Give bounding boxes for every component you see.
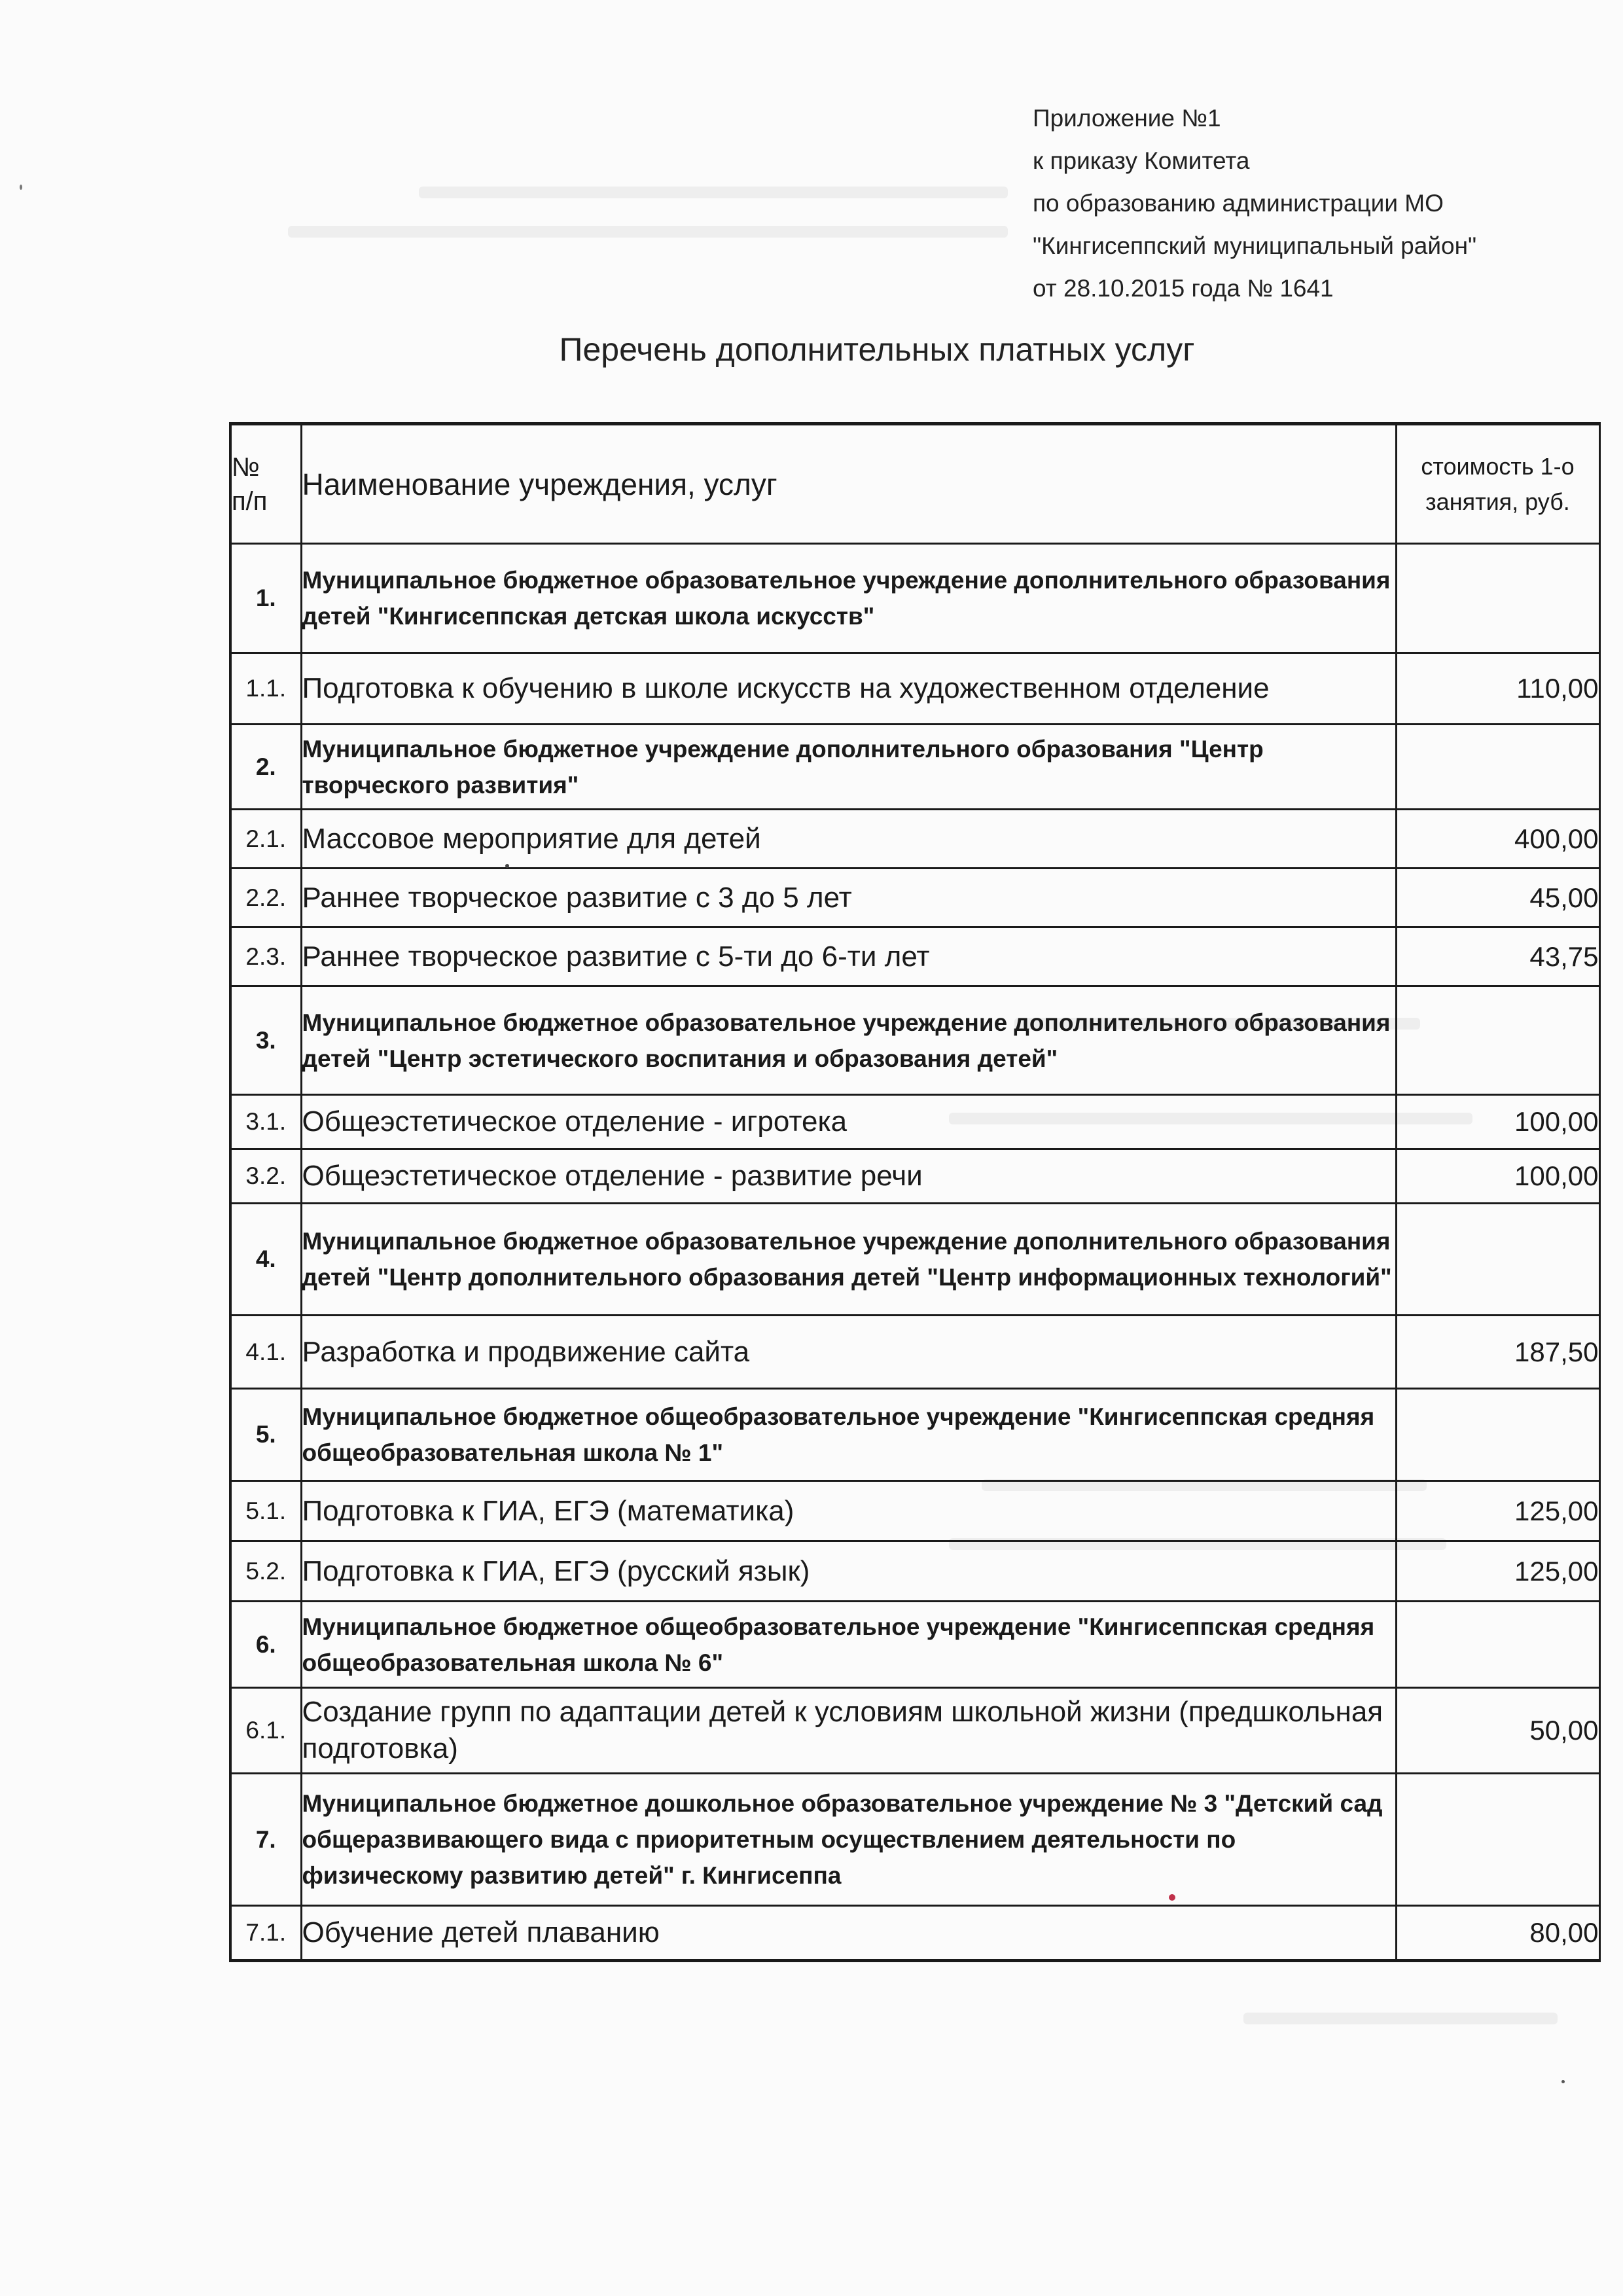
- service-name: Раннее творческое развитие с 3 до 5 лет: [301, 869, 1396, 927]
- service-row: [230, 1906, 1599, 1961]
- service-row: [230, 1316, 1599, 1389]
- scan-speck: [505, 864, 509, 868]
- row-price: 100,00: [1396, 1095, 1599, 1149]
- row-price: [1396, 986, 1599, 1095]
- row-number: 1.1.: [230, 653, 301, 725]
- institution-name: Муниципальное бюджетное образовательное учреждение дополнительного образования детей "Центр эстетического воспитания и образования детей": [301, 986, 1396, 1095]
- row-number: 2.2.: [230, 869, 301, 927]
- scan-speck: [20, 185, 22, 190]
- row-number: 2.1.: [230, 810, 301, 869]
- column-header-name: Наименование учреждения, услуг: [301, 424, 1396, 544]
- order-date: от 28.10.2015 года № 1641: [1033, 275, 1334, 302]
- institution-row: [230, 1389, 1599, 1481]
- price-header-line: стоимость 1-о: [1421, 452, 1575, 480]
- bleed-through-mark: [419, 187, 1008, 198]
- appendix-header: [1033, 97, 1569, 310]
- row-number: 4.1.: [230, 1316, 301, 1389]
- row-number: 6.: [230, 1602, 301, 1688]
- row-price: 400,00: [1396, 810, 1599, 869]
- service-name: Общеэстетическое отделение - игротека: [301, 1095, 1396, 1149]
- number-abbrev: п/п: [232, 486, 268, 516]
- red-ink-speck: [1169, 1894, 1175, 1901]
- scan-speck: [1561, 2080, 1565, 2083]
- row-number: 6.1.: [230, 1688, 301, 1774]
- row-price: 125,00: [1396, 1541, 1599, 1602]
- committee-name: по образованию администрации МО: [1033, 190, 1444, 217]
- order-reference: к приказу Комитета: [1033, 147, 1250, 174]
- row-number: 3.: [230, 986, 301, 1095]
- document-title: Перечень дополнительных платных услуг: [559, 331, 1195, 368]
- appendix-number: Приложение №1: [1033, 105, 1221, 132]
- row-number: 7.: [230, 1774, 301, 1906]
- row-number: 5.: [230, 1389, 301, 1481]
- service-row: [230, 810, 1599, 869]
- service-row: [230, 653, 1599, 725]
- institution-row: [230, 1204, 1599, 1316]
- institution-name: Муниципальное бюджетное общеобразовательное учреждение "Кингисеппская средняя общеобразовательная школа № 6": [301, 1602, 1396, 1688]
- price-header-line: занятия, руб.: [1425, 488, 1570, 515]
- row-price: 80,00: [1396, 1906, 1599, 1961]
- institution-row: [230, 725, 1599, 810]
- row-number: 5.1.: [230, 1481, 301, 1541]
- service-name: Создание групп по адаптации детей к условиям школьной жизни (предшкольная подготовка): [301, 1688, 1396, 1774]
- bleed-through-mark: [288, 226, 1008, 238]
- row-price: [1396, 1389, 1599, 1481]
- institution-name: Муниципальное бюджетное общеобразовательное учреждение "Кингисеппская средняя общеобразовательная школа № 1": [301, 1389, 1396, 1481]
- row-price: 125,00: [1396, 1481, 1599, 1541]
- row-price: [1396, 544, 1599, 653]
- institution-row: [230, 1602, 1599, 1688]
- row-price: 43,75: [1396, 927, 1599, 986]
- row-number: 3.1.: [230, 1095, 301, 1149]
- service-row: [230, 1481, 1599, 1541]
- service-name: Обучение детей плаванию: [301, 1906, 1396, 1961]
- row-number: 3.2.: [230, 1149, 301, 1204]
- row-price: 100,00: [1396, 1149, 1599, 1204]
- row-price: [1396, 725, 1599, 810]
- row-number: 7.1.: [230, 1906, 301, 1961]
- service-name: Подготовка к обучению в школе искусств на художественном отделение: [301, 653, 1396, 725]
- service-row: [230, 1541, 1599, 1602]
- service-row: [230, 1095, 1599, 1149]
- service-row: [230, 1688, 1599, 1774]
- bleed-through-mark: [1243, 2013, 1558, 2024]
- service-name: Подготовка к ГИА, ЕГЭ (математика): [301, 1481, 1396, 1541]
- institution-row: [230, 544, 1599, 653]
- row-price: 45,00: [1396, 869, 1599, 927]
- service-row: [230, 927, 1599, 986]
- service-name: Массовое мероприятие для детей: [301, 810, 1396, 869]
- institution-row: [230, 1774, 1599, 1906]
- service-row: [230, 869, 1599, 927]
- institution-name: Муниципальное бюджетное дошкольное образовательное учреждение № 3 "Детский сад общеразвивающего вида с приоритетным осуществлением деятельности по физическому развитию детей" г. Кингисеппа: [301, 1774, 1396, 1906]
- row-price: [1396, 1602, 1599, 1688]
- service-name: Раннее творческое развитие с 5-ти до 6-ти лет: [301, 927, 1396, 986]
- row-price: [1396, 1774, 1599, 1906]
- institution-name: Муниципальное бюджетное учреждение дополнительного образования "Центр творческого развития": [301, 725, 1396, 810]
- services-table: [229, 422, 1601, 1962]
- row-number: 4.: [230, 1204, 301, 1316]
- district-name: "Кингисеппский муниципальный район": [1033, 232, 1477, 259]
- institution-name: Муниципальное бюджетное образовательное учреждение дополнительного образования детей "Центр дополнительного образования детей "Центр информационных технологий": [301, 1204, 1396, 1316]
- institution-name: Муниципальное бюджетное образовательное учреждение дополнительного образования детей "Кингисеппская детская школа искусств": [301, 544, 1396, 653]
- service-name: Разработка и продвижение сайта: [301, 1316, 1396, 1389]
- column-header-number: [230, 424, 301, 544]
- institution-row: [230, 986, 1599, 1095]
- row-price: [1396, 1204, 1599, 1316]
- service-name: Общеэстетическое отделение - развитие речи: [301, 1149, 1396, 1204]
- row-number: 2.3.: [230, 927, 301, 986]
- row-price: 110,00: [1396, 653, 1599, 725]
- row-price: 50,00: [1396, 1688, 1599, 1774]
- service-name: Подготовка к ГИА, ЕГЭ (русский язык): [301, 1541, 1396, 1602]
- row-number: 1.: [230, 544, 301, 653]
- table-header-row: [230, 424, 1599, 544]
- row-number: 5.2.: [230, 1541, 301, 1602]
- service-row: [230, 1149, 1599, 1204]
- column-header-price: [1396, 424, 1599, 544]
- number-sign: №: [232, 452, 260, 482]
- row-price: 187,50: [1396, 1316, 1599, 1389]
- row-number: 2.: [230, 725, 301, 810]
